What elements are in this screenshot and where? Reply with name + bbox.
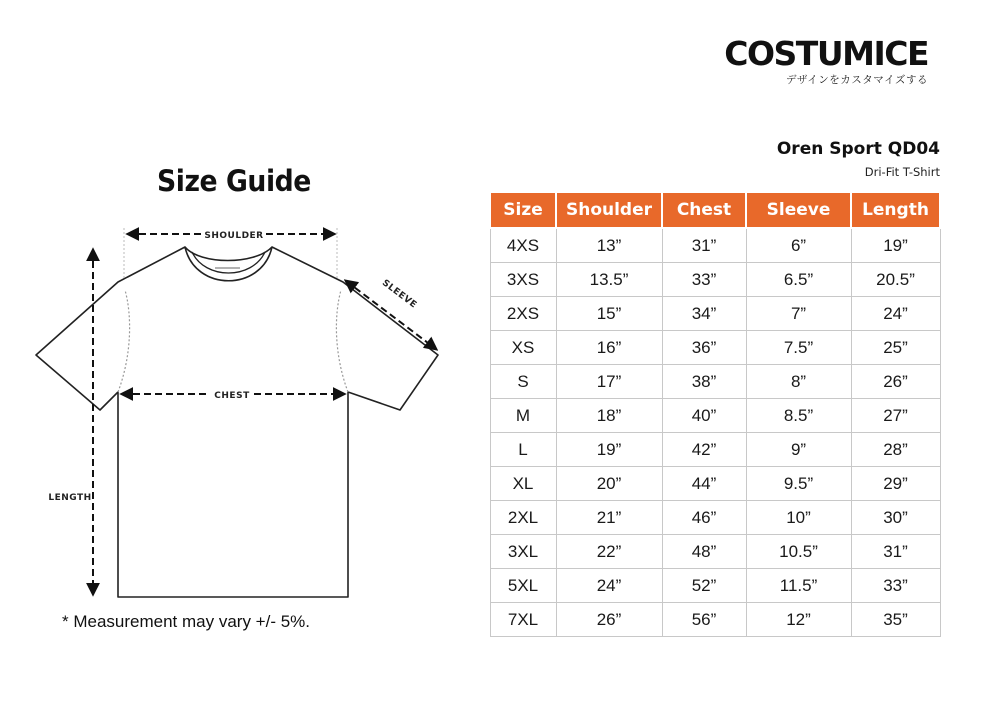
- table-row: [490, 535, 940, 569]
- cell-size: 4XS: [490, 228, 556, 263]
- header-sleeve: Sleeve: [746, 192, 851, 228]
- table-row: [490, 569, 940, 603]
- cell-sleeve: 10”: [746, 501, 851, 535]
- product-subtitle: Dri-Fit T-Shirt: [864, 165, 940, 179]
- cell-chest: 48”: [662, 535, 746, 569]
- cell-chest: 34”: [662, 297, 746, 331]
- cell-shoulder: 22”: [556, 535, 662, 569]
- header-shoulder: Shoulder: [556, 192, 662, 228]
- cell-shoulder: 20”: [556, 467, 662, 501]
- sleeve-label: SLEEVE: [379, 278, 419, 311]
- cell-chest: 42”: [662, 433, 746, 467]
- cell-sleeve: 8”: [746, 365, 851, 399]
- cell-size: 3XL: [490, 535, 556, 569]
- table-row: [490, 331, 940, 365]
- cell-chest: 46”: [662, 501, 746, 535]
- cell-sleeve: 10.5”: [746, 535, 851, 569]
- cell-sleeve: 6”: [746, 228, 851, 263]
- header-size: Size: [490, 192, 556, 228]
- cell-chest: 52”: [662, 569, 746, 603]
- cell-shoulder: 18”: [556, 399, 662, 433]
- cell-size: 5XL: [490, 569, 556, 603]
- table-row: [490, 365, 940, 399]
- cell-chest: 33”: [662, 263, 746, 297]
- cell-length: 28”: [851, 433, 940, 467]
- table-row: [490, 433, 940, 467]
- cell-length: 30”: [851, 501, 940, 535]
- cell-shoulder: 19”: [556, 433, 662, 467]
- cell-shoulder: 17”: [556, 365, 662, 399]
- cell-chest: 56”: [662, 603, 746, 637]
- size-table: [489, 191, 941, 637]
- table-row: [490, 603, 940, 637]
- cell-size: 2XL: [490, 501, 556, 535]
- cell-chest: 31”: [662, 228, 746, 263]
- cell-length: 33”: [851, 569, 940, 603]
- cell-sleeve: 7.5”: [746, 331, 851, 365]
- cell-length: 35”: [851, 603, 940, 637]
- cell-shoulder: 16”: [556, 331, 662, 365]
- cell-size: 2XS: [490, 297, 556, 331]
- cell-length: 20.5”: [851, 263, 940, 297]
- cell-shoulder: 15”: [556, 297, 662, 331]
- cell-length: 25”: [851, 331, 940, 365]
- table-row: [490, 501, 940, 535]
- table-row: [490, 297, 940, 331]
- brand-tagline: デザインをカスタマイズする: [786, 74, 928, 86]
- cell-length: 19”: [851, 228, 940, 263]
- cell-size: S: [490, 365, 556, 399]
- table-header-row: [490, 192, 940, 228]
- measurement-note: * Measurement may vary +/- 5%.: [62, 612, 311, 631]
- size-guide-title: Size Guide: [157, 164, 311, 198]
- header-length: Length: [851, 192, 940, 228]
- cell-chest: 44”: [662, 467, 746, 501]
- cell-shoulder: 21”: [556, 501, 662, 535]
- cell-size: XS: [490, 331, 556, 365]
- cell-shoulder: 24”: [556, 569, 662, 603]
- shoulder-label: SHOULDER: [204, 231, 264, 241]
- brand-name: COSTUMICE: [724, 34, 928, 73]
- length-label: LENGTH: [48, 493, 92, 503]
- product-info: [777, 139, 940, 179]
- chest-label: CHEST: [214, 391, 250, 401]
- table-row: [490, 228, 940, 263]
- cell-sleeve: 8.5”: [746, 399, 851, 433]
- cell-shoulder: 26”: [556, 603, 662, 637]
- cell-shoulder: 13”: [556, 228, 662, 263]
- cell-size: L: [490, 433, 556, 467]
- cell-sleeve: 6.5”: [746, 263, 851, 297]
- cell-length: 24”: [851, 297, 940, 331]
- cell-sleeve: 9.5”: [746, 467, 851, 501]
- cell-length: 29”: [851, 467, 940, 501]
- brand-logo: [724, 36, 928, 87]
- cell-chest: 36”: [662, 331, 746, 365]
- cell-length: 31”: [851, 535, 940, 569]
- table-row: [490, 263, 940, 297]
- table-row: [490, 467, 940, 501]
- cell-chest: 38”: [662, 365, 746, 399]
- cell-shoulder: 13.5”: [556, 263, 662, 297]
- table-row: [490, 399, 940, 433]
- cell-length: 26”: [851, 365, 940, 399]
- cell-size: 3XS: [490, 263, 556, 297]
- cell-length: 27”: [851, 399, 940, 433]
- cell-chest: 40”: [662, 399, 746, 433]
- cell-sleeve: 9”: [746, 433, 851, 467]
- cell-sleeve: 12”: [746, 603, 851, 637]
- tshirt-outline: [36, 247, 438, 597]
- tshirt-diagram: [0, 0, 480, 707]
- cell-size: XL: [490, 467, 556, 501]
- product-name: Oren Sport QD04: [776, 139, 940, 159]
- cell-sleeve: 7”: [746, 297, 851, 331]
- cell-size: M: [490, 399, 556, 433]
- cell-sleeve: 11.5”: [746, 569, 851, 603]
- cell-size: 7XL: [490, 603, 556, 637]
- header-chest: Chest: [662, 192, 746, 228]
